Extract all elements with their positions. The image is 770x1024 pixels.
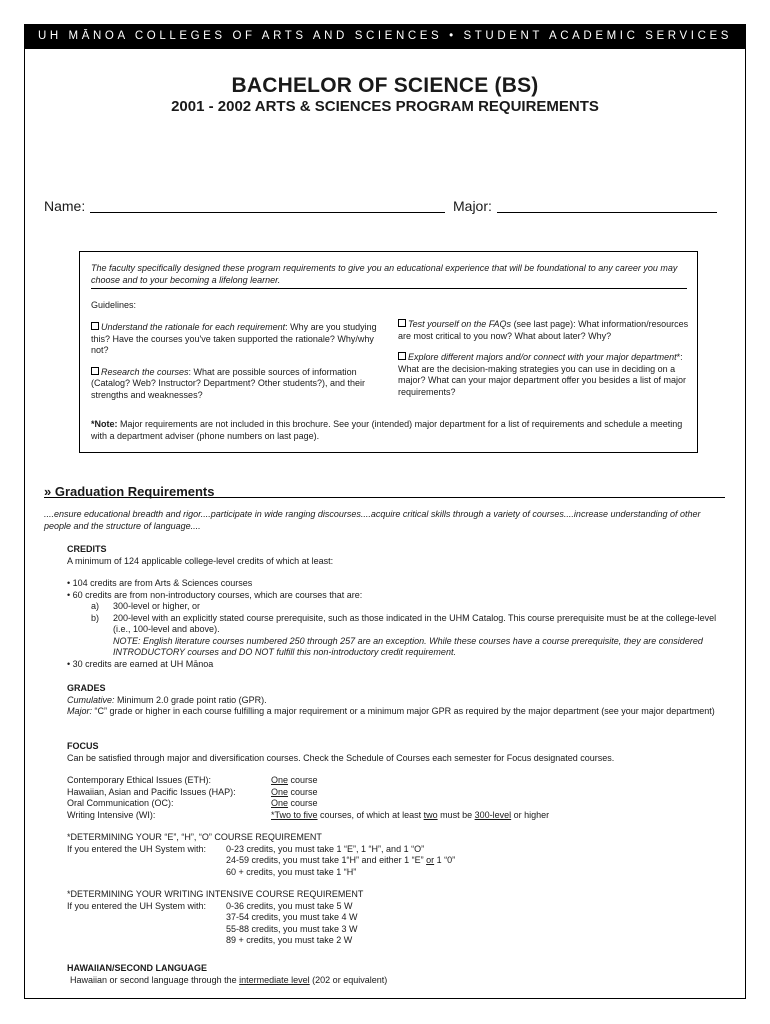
major-label: Major: bbox=[453, 198, 492, 214]
ehno-heading: *DETERMINING YOUR “E”, “H”, “O” COURSE REQUIREMENT bbox=[67, 832, 322, 842]
credits-sub-a: a) 300-level or higher, or bbox=[91, 601, 201, 611]
ehno-row: 60 + credits, you must take 1 “H” bbox=[226, 866, 357, 877]
page-frame-left bbox=[24, 49, 25, 999]
major-field[interactable] bbox=[497, 212, 717, 213]
grades-heading: GRADES bbox=[67, 683, 106, 693]
checkbox-icon[interactable] bbox=[398, 319, 406, 327]
graduation-rule bbox=[44, 497, 725, 498]
grades-section bbox=[67, 683, 727, 718]
focus-lead: Can be satisfied through major and diversification courses. Check the Schedule of Courses each semester for Focus designated courses. bbox=[67, 752, 615, 763]
wi-row: 55-88 credits, you must take 3 W bbox=[226, 923, 358, 934]
grades-cumulative: Cumulative: Minimum 2.0 grade point ratio (GPR). bbox=[67, 694, 267, 705]
focus-row: Hawaiian, Asian and Pacific Issues (HAP): One course bbox=[67, 786, 318, 797]
page-frame-bottom bbox=[24, 998, 746, 999]
page-frame-right bbox=[745, 49, 746, 999]
ehno-row: If you entered the UH System with: 0-23 credits, you must take 1 “E”, 1 “H”, and 1 “O” bbox=[67, 843, 425, 854]
name-label: Name: bbox=[44, 198, 86, 214]
name-field[interactable] bbox=[90, 212, 445, 213]
focus-heading: FOCUS bbox=[67, 741, 99, 751]
credits-sub-b: b) 200-level with an explicitly stated course prerequisite, such as those indicated in the UHM Catalog. This course prerequisite must be at the college-level (i.e., 100-level and above). NOTE: English literature courses numbered 250 through 257 are an exception. While these courses have a course prerequisite, they are considered INTRODUCTORY courses and DO NOT fulfill this non-introductory credit requirement. bbox=[91, 612, 717, 657]
credits-bullet: • 30 credits are earned at UH Mānoa bbox=[67, 658, 214, 669]
checkbox-icon[interactable] bbox=[398, 352, 406, 360]
graduation-heading: » Graduation Requirements bbox=[44, 484, 215, 499]
guidelines-box bbox=[79, 251, 698, 453]
page-title: BACHELOR OF SCIENCE (BS) bbox=[231, 74, 539, 97]
header-banner: UH MĀNOA COLLEGES OF ARTS AND SCIENCES • STUDENT ACADEMIC SERVICES bbox=[24, 24, 746, 49]
checkbox-icon[interactable] bbox=[91, 367, 99, 375]
page-subtitle: 2001 - 2002 ARTS & SCIENCES PROGRAM REQUIREMENTS bbox=[171, 98, 599, 115]
credits-bullet: • 104 credits are from Arts & Sciences courses bbox=[67, 578, 253, 588]
guidelines-intro: The faculty specifically designed these program requirements to give you an educational experience that will be foundational to any career you may choose and to your becoming a lifelong learner. bbox=[91, 263, 687, 289]
credits-note: NOTE: English literature courses numbered 250 through 257 are an exception. While these courses have a course prerequisite, they are considered INTRODUCTORY courses and DO NOT fulfill this non-introductory credit requirement. bbox=[113, 635, 703, 657]
guidelines-right-column bbox=[398, 319, 693, 408]
language-text: Hawaiian or second language through the intermediate level (202 or equivalent) bbox=[70, 974, 388, 985]
language-heading: HAWAIIAN/SECOND LANGUAGE bbox=[67, 963, 208, 973]
credits-section bbox=[67, 544, 727, 670]
credits-lead: A minimum of 124 applicable college-level credits of which at least: bbox=[67, 555, 334, 566]
focus-row: Writing Intensive (WI): *Two to five courses, of which at least two must be 300-level or higher bbox=[67, 809, 550, 820]
ehno-row: 24-59 credits, you must take 1“H” and either 1 “E” or 1 “0” bbox=[226, 855, 456, 865]
wi-heading: *DETERMINING YOUR WRITING INTENSIVE COURSE REQUIREMENT bbox=[67, 889, 364, 899]
wi-row: If you entered the UH System with: 0-36 credits, you must take 5 W bbox=[67, 900, 353, 911]
major-note: *Note: Major requirements are not included in this brochure. See your (intended) major department for a list of requirements and schedule a meeting with a department adviser (phone numbers on last page). bbox=[91, 419, 683, 441]
wi-row: 89 + credits, you must take 2 W bbox=[226, 935, 353, 945]
focus-row: Oral Communication (OC): One course bbox=[67, 798, 318, 808]
graduation-intro: ....ensure educational breadth and rigor....participate in wide ranging discourses....acquire critical skills through a variety of courses....increase understanding of other people and the structure of language.... bbox=[44, 509, 701, 531]
guideline-item: Explore different majors and/or connect with your major department*: What are the decision-making strategies you can use in deciding on a major? What can your major department offer you besides a list of major requirements? bbox=[398, 352, 686, 397]
credits-heading: CREDITS bbox=[67, 544, 107, 554]
wi-row: 37-54 credits, you must take 4 W bbox=[226, 912, 358, 922]
credits-bullet: • 60 credits are from non-introductory courses, which are courses that are: bbox=[67, 589, 363, 600]
language-section bbox=[67, 963, 727, 986]
focus-row: Contemporary Ethical Issues (ETH): One course bbox=[67, 775, 318, 785]
focus-section bbox=[67, 741, 727, 947]
guideline-item: Test yourself on the FAQs (see last page): What information/resources are most critical to you now? What about later? Why? bbox=[398, 319, 689, 341]
guideline-item: Research the courses: What are possible sources of information (Catalog? Web? Instructor? Department? Other students?), and their strengths and weaknesses? bbox=[91, 366, 365, 400]
guideline-item: Understand the rationale for each requirement: Why are you studying this? Have the courses you've taken supported the rationale? Why/why not? bbox=[91, 322, 377, 355]
guidelines-left-column bbox=[91, 322, 378, 411]
grades-major: Major: “C” grade or higher in each course fulfilling a major requirement or a minimum major GPR as required by the major department (see your major department) bbox=[67, 706, 715, 716]
guidelines-label: Guidelines: bbox=[91, 300, 137, 310]
checkbox-icon[interactable] bbox=[91, 322, 99, 330]
